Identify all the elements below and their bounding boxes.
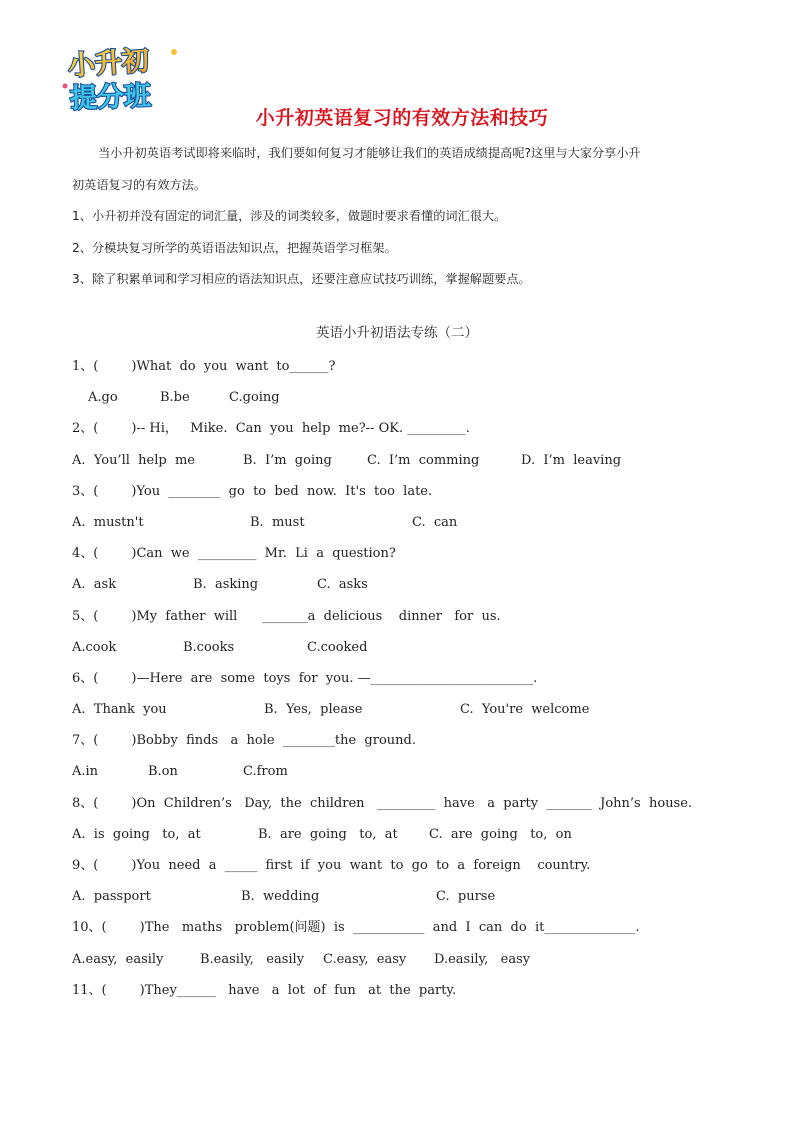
option-d: D.easily, easy xyxy=(434,951,531,967)
question-text: 2、( )-- Hi， Mike. Can you help me?-- OK. _________. xyxy=(72,421,470,437)
question-text: 7、( )Bobby finds a hole ________the ground. xyxy=(72,733,416,749)
option-c: C. I’m comming xyxy=(367,452,480,468)
option-c: C.from xyxy=(243,764,288,780)
options-10 xyxy=(72,948,752,979)
question-text: 6、( )—Here are some toys for you. —_________________________. xyxy=(72,670,538,686)
question-4 xyxy=(72,542,752,573)
option-c: C.going xyxy=(229,390,280,406)
question-6 xyxy=(72,667,752,698)
option-b: B. must xyxy=(250,514,305,530)
options-6 xyxy=(72,698,752,729)
option-b: B. Yes, please xyxy=(264,702,363,718)
options-8 xyxy=(72,823,752,854)
option-a: A.cook xyxy=(72,639,117,655)
question-text: 1、( )What do you want to______? xyxy=(72,359,336,374)
option-a: A.go xyxy=(88,390,118,406)
question-2 xyxy=(72,417,752,448)
option-b: B. are going to, at xyxy=(258,826,398,842)
question-text: 10、( )The maths problem(问题) is ___________ and I can do it______________. xyxy=(72,920,640,936)
question-9 xyxy=(72,854,752,885)
option-a: A. You’ll help me xyxy=(72,452,195,468)
question-text: 9、( )You need a _____ first if you want to go to a foreign country. xyxy=(72,858,591,873)
question-text: 8、( )On Children’s Day, the children _________ have a party _______ John’s house. xyxy=(72,795,693,811)
intro-point-1: 1、小升初并没有固定的词汇量，涉及的词类较多，做题时要求看懂的词汇很大。 xyxy=(72,209,507,223)
intro-point-3: 3、除了积累单词和学习相应的语法知识点，还要注意应试技巧训练，掌握解题要点。 xyxy=(72,272,531,286)
option-c: C. You're welcome xyxy=(460,702,590,718)
logo-line2: 提分班 xyxy=(69,80,152,114)
option-a: A. ask xyxy=(72,577,117,593)
intro-paragraph-line1: 当小升初英语考试即将来临时，我们要如何复习才能够让我们的英语成绩提高呢?这里与大家分享小升 xyxy=(98,146,641,160)
option-d: D. I’m leaving xyxy=(521,452,622,468)
question-text: 11、( )They______ have a lot of fun at the party. xyxy=(72,982,457,998)
option-b: B.be xyxy=(160,390,190,406)
option-a: A. Thank you xyxy=(72,702,167,718)
option-a: A. mustn't xyxy=(72,514,144,530)
question-1 xyxy=(72,355,752,386)
question-11 xyxy=(72,979,752,1010)
logo-line1: 小升初 xyxy=(67,45,151,83)
options-2 xyxy=(72,449,752,480)
option-a: A. passport xyxy=(72,889,151,905)
page-title: 小升初英语复习的有效方法和技巧 xyxy=(255,107,549,129)
intro xyxy=(72,138,732,296)
question-text: 3、( )You ________ go to bed now. It's too late. xyxy=(72,483,433,499)
option-a: A.in xyxy=(72,764,99,780)
option-b: B. wedding xyxy=(241,889,320,905)
quiz xyxy=(72,355,752,1010)
option-a: A.easy, easily xyxy=(72,951,164,967)
question-text: 4、( )Can we _________ Mr. Li a question? xyxy=(72,546,396,562)
options-7 xyxy=(72,760,752,791)
question-5 xyxy=(72,605,752,636)
option-b: B. I’m going xyxy=(243,452,332,468)
option-c: C. are going to, on xyxy=(429,826,572,842)
options-1 xyxy=(72,386,752,417)
option-a: A. is going to, at xyxy=(72,826,201,842)
option-c: C.easy, easy xyxy=(323,951,407,967)
option-b: B.on xyxy=(148,764,178,780)
question-7 xyxy=(72,729,752,760)
option-b: B.cooks xyxy=(183,639,235,655)
intro-point-2: 2、分模块复习所学的英语语法知识点，把握英语学习框架。 xyxy=(72,240,397,255)
option-c: C. purse xyxy=(436,889,496,905)
option-c: C.cooked xyxy=(307,639,368,655)
question-10 xyxy=(72,916,752,947)
option-c: C. asks xyxy=(317,577,368,593)
option-b: B. asking xyxy=(193,577,259,593)
options-4 xyxy=(72,573,752,604)
options-5 xyxy=(72,636,752,667)
question-3 xyxy=(72,480,752,511)
question-8 xyxy=(72,792,752,823)
option-c: C. can xyxy=(412,514,458,530)
options-9 xyxy=(72,885,752,916)
question-text: 5、( )My father will _______a delicious dinner for us. xyxy=(72,608,501,624)
option-b: B.easily, easily xyxy=(200,951,305,967)
section-title: 英语小升初语法专练（二） xyxy=(316,325,478,341)
intro-paragraph-line2: 初英语复习的有效方法。 xyxy=(72,177,207,192)
options-3 xyxy=(72,511,752,542)
